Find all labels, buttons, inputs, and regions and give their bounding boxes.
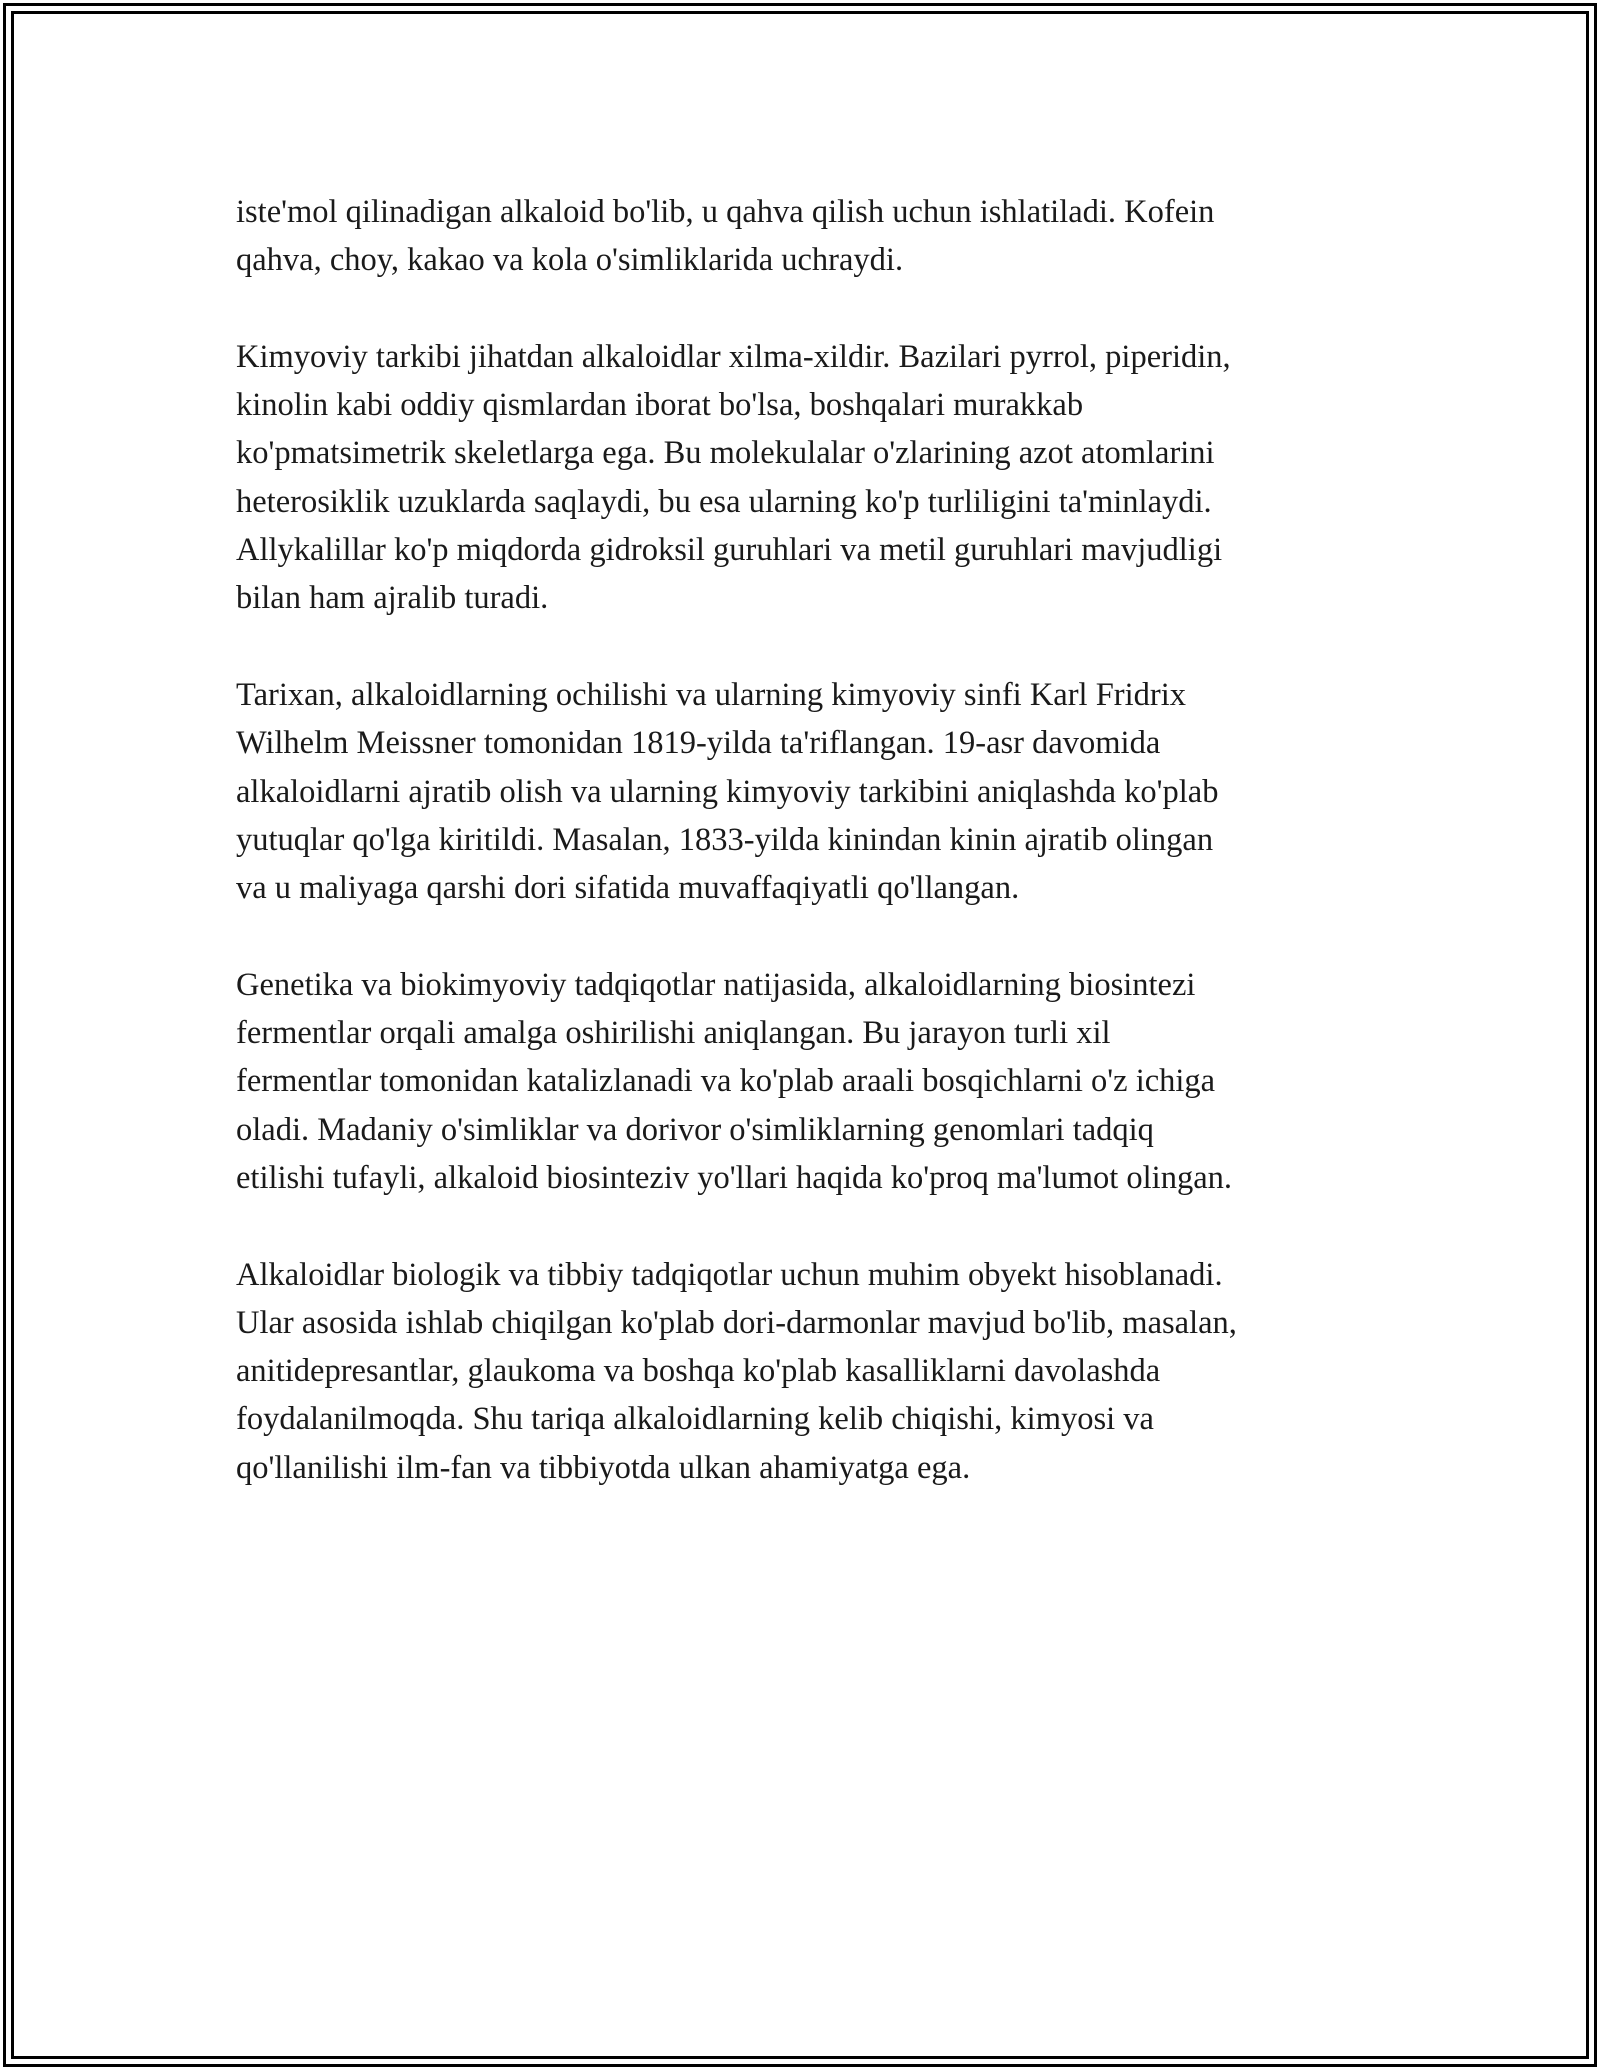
paragraph-2: Kimyoviy tarkibi jihatdan alkaloidlar xilma-xildir. Bazilari pyrrol, piperidin, kinolin kabi oddiy qismlardan iborat bo'lsa, boshqalari murakkab ko'pmatsimetrik skeletlarga ega. Bu molekulalar o'zlarining azot atomlarini heterosiklik uzuklarda saqlaydi, bu esa ularning ko'p turliligini ta'minlaydi. Allykalillar ko'p miqdorda gidroksil guruhlari va metil guruhlari mavjudligi bilan ham ajralib turadi.: [236, 338, 1231, 617]
paragraph-1: iste'mol qilinadigan alkaloid bo'lib, u qahva qilish uchun ishlatiladi. Kofein qahva, choy, kakao va kola o'simliklarida uchraydi.: [236, 194, 1215, 279]
paragraph-3: Tarixan, alkaloidlarning ochilishi va ularning kimyoviy sinfi Karl Fridrix Wilhelm Meissner tomonidan 1819-yilda ta'riflangan. 19-asr davomida alkaloidlarni ajratib olish va ularning kimyoviy tarkibini aniqlashda ko'plab yutuqlar qo'lga kiritildi. Masalan, 1833-yilda kinindan kinin ajratib olingan va u maliyaga qarshi dori sifatida muvaffaqiyatli qo'llangan.: [236, 676, 1219, 907]
document-body: [236, 188, 1396, 1540]
paragraph-5: Alkaloidlar biologik va tibbiy tadqiqotlar uchun muhim obyekt hisoblanadi. Ular asosida ishlab chiqilgan ko'plab dori-darmonlar mavjud bo'lib, masalan, anitidepresantlar, glaukoma va boshqa ko'plab kasalliklarni davolashda foydalanilmoqda. Shu tariqa alkaloidlarning kelib chiqishi, kimyosi va qo'llanilishi ilm-fan va tibbiyotda ulkan ahamiyatga ega.: [236, 1256, 1237, 1486]
paragraph-4: Genetika va biokimyoviy tadqiqotlar natijasida, alkaloidlarning biosintezi fermentlar orqali amalga oshirilishi aniqlangan. Bu jarayon turli xil fermentlar tomonidan katalizlanadi va ko'plab araali bosqichlarni o'z ichiga oladi. Madaniy o'simliklar va dorivor o'simliklarning genomlari tadqiq etilishi tufayli, alkaloid biosinteziv yo'llari haqida ko'proq ma'lumot olingan.: [236, 966, 1232, 1196]
